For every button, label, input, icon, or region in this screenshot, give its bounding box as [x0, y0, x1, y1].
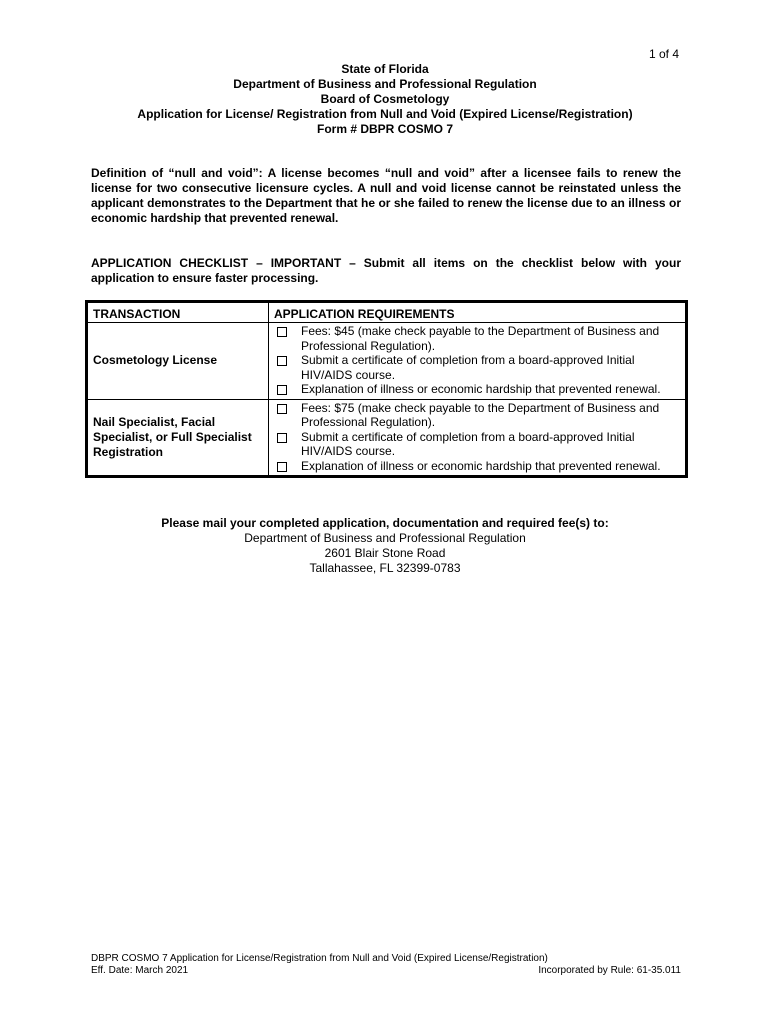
requirement-item	[274, 353, 680, 382]
requirement-text: Submit a certificate of completion from a board-approved Initial HIV/AIDS course.	[301, 429, 635, 458]
requirement-item	[274, 459, 680, 474]
header-department: Department of Business and Professional Regulation	[233, 77, 537, 91]
requirements-cosmetology	[269, 323, 687, 400]
mail-instruction: Please mail your completed application, documentation and required fee(s) to:	[161, 516, 609, 530]
requirement-item	[274, 401, 680, 430]
document-header	[0, 62, 770, 137]
checkbox-icon[interactable]	[277, 327, 287, 337]
requirement-item	[274, 382, 680, 397]
table-row	[87, 399, 687, 477]
checklist-intro: APPLICATION CHECKLIST – IMPORTANT – Submit all items on the checklist below with your application to ensure faster processing.	[91, 256, 681, 285]
requirement-text: Submit a certificate of completion from a board-approved Initial HIV/AIDS course.	[301, 353, 635, 382]
page-number: 1 of 4	[648, 47, 679, 61]
footer-row	[91, 965, 681, 977]
mail-address-line: Department of Business and Professional Regulation	[244, 531, 526, 545]
checkbox-icon[interactable]	[277, 404, 287, 414]
mail-address-line: Tallahassee, FL 32399-0783	[309, 561, 461, 575]
header-form-number: Form # DBPR COSMO 7	[316, 122, 454, 136]
header-state: State of Florida	[341, 62, 429, 76]
transaction-header: TRANSACTION	[87, 302, 269, 323]
requirement-text: Fees: $45 (make check payable to the Department of Business and Professional Regulation).	[301, 324, 660, 353]
checkbox-icon[interactable]	[277, 356, 287, 366]
requirements-table	[85, 300, 688, 478]
footer-form-title: DBPR COSMO 7 Application for License/Registration from Null and Void (Expired License/Registration)	[91, 953, 548, 964]
footer-rule: Incorporated by Rule: 61-35.011	[538, 965, 681, 976]
transaction-specialist: Nail Specialist, Facial Specialist, or Full Specialist Registration	[87, 399, 269, 477]
checkbox-icon[interactable]	[277, 462, 287, 472]
transaction-cosmetology: Cosmetology License	[87, 323, 269, 400]
header-application-title: Application for License/ Registration from Null and Void (Expired License/Registration)	[137, 107, 633, 121]
requirement-text: Fees: $75 (make check payable to the Department of Business and Professional Regulation).	[301, 400, 660, 429]
table-header-row	[87, 302, 687, 323]
checkbox-icon[interactable]	[277, 385, 287, 395]
requirement-text: Explanation of illness or economic hardship that prevented renewal.	[301, 382, 661, 396]
table-row	[87, 323, 687, 400]
requirements-specialist	[269, 399, 687, 477]
mail-address-line: 2601 Blair Stone Road	[324, 546, 446, 560]
checkbox-icon[interactable]	[277, 433, 287, 443]
requirements-header: APPLICATION REQUIREMENTS	[269, 302, 687, 323]
header-board: Board of Cosmetology	[320, 92, 450, 106]
mailing-instructions	[0, 516, 770, 576]
requirement-item	[274, 324, 680, 353]
null-void-definition: Definition of “null and void”: A license becomes “null and void” after a licensee fails to renew the license for two consecutive licensure cycles. A null and void license cannot be reinstated unless the applicant demonstrates to the Department that he or she failed to renew the license due to an illness or economic hardship that prevented renewal.	[91, 166, 681, 225]
requirement-text: Explanation of illness or economic hardship that prevented renewal.	[301, 458, 661, 473]
page-footer	[91, 953, 681, 977]
requirement-item	[274, 430, 680, 459]
footer-eff-date: Eff. Date: March 2021	[91, 965, 189, 976]
